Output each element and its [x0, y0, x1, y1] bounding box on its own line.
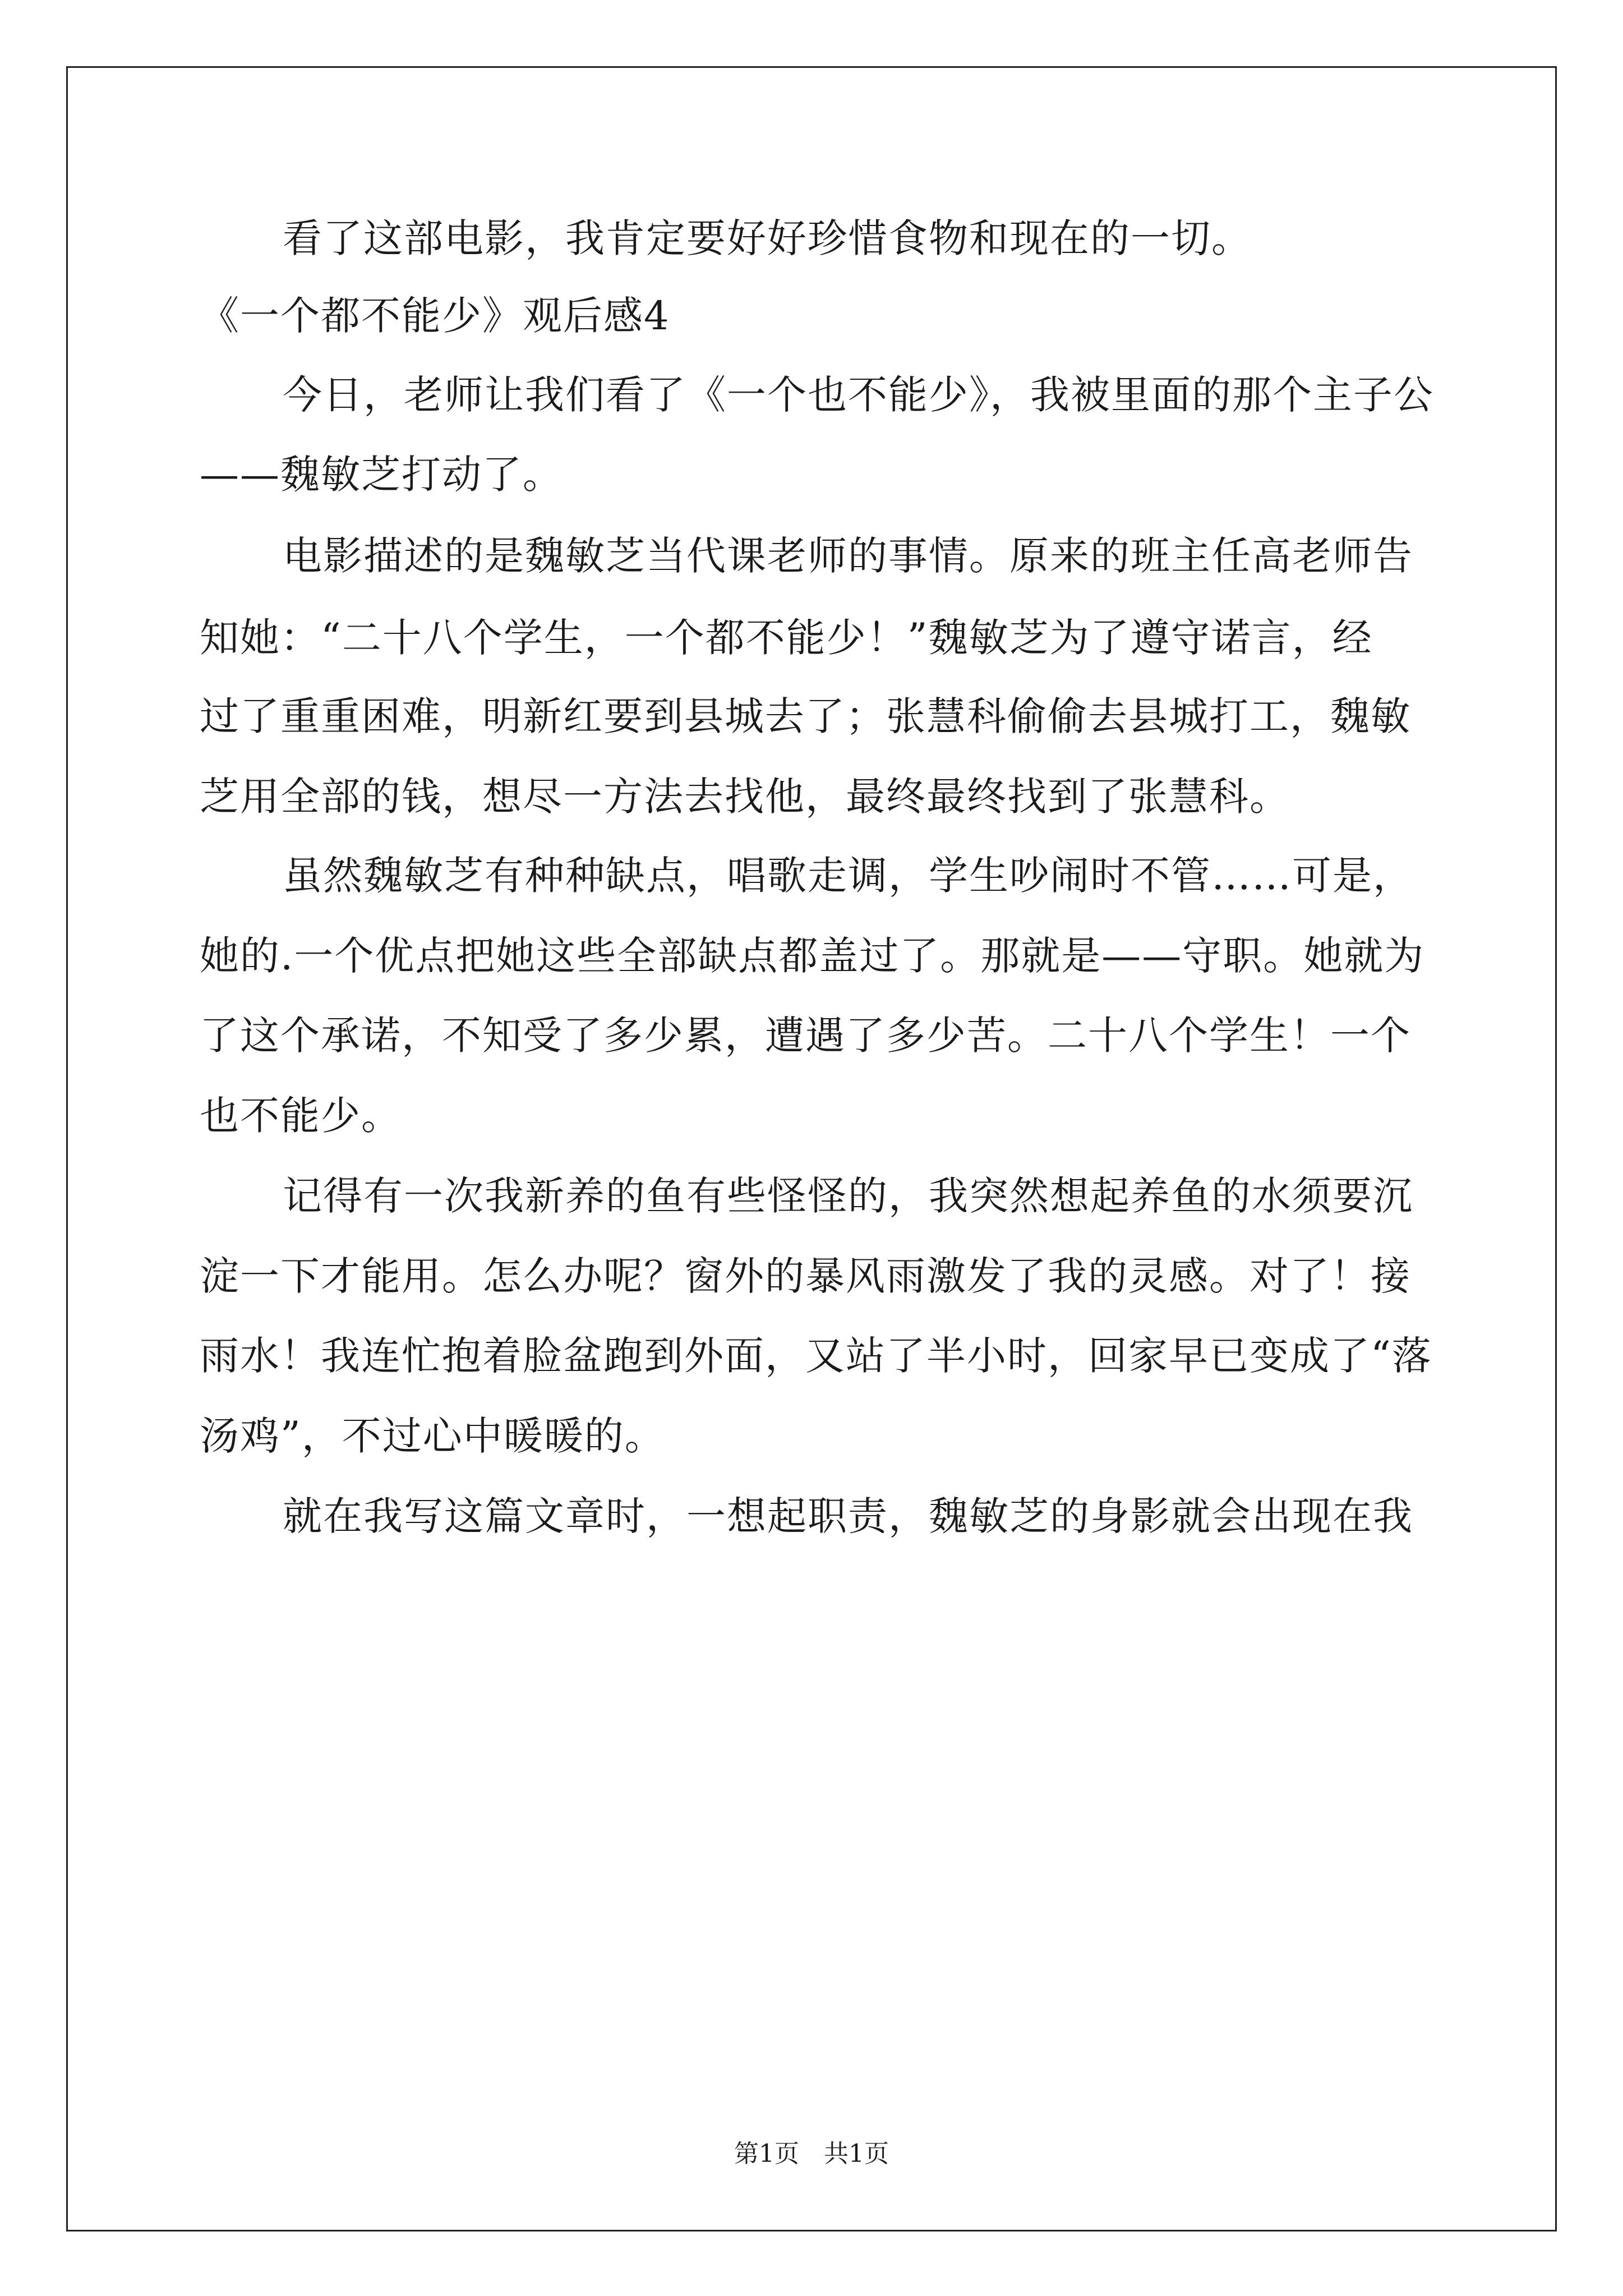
paragraph-line: 也不能少。	[200, 1093, 402, 1139]
paragraph-line: 雨水！我连忙抱着脸盆跑到外面，又站了半小时，回家早已变成了“落	[200, 1333, 1432, 1379]
paragraph-line: 汤鸡”，不过心中暖暖的。	[200, 1413, 665, 1459]
paragraph-line: 了这个承诺，不知受了多少累，遭遇了多少苦。二十八个学生！一个	[200, 1013, 1411, 1059]
paragraph-line: 看了这部电影，我肯定要好好珍惜食物和现在的一切。	[283, 215, 1252, 261]
paragraph-line: 今日，老师让我们看了《一个也不能少》，我被里面的那个主子公	[283, 372, 1434, 418]
paragraph-line: 她的.一个优点把她这些全部缺点都盖过了。那就是——守职。她就为	[200, 933, 1425, 979]
paragraph-line: 淀一下才能用。怎么办呢？窗外的暴风雨激发了我的灵感。对了！接	[200, 1253, 1411, 1299]
page-number-footer: 第1页 共1页	[734, 2139, 889, 2168]
paragraph-line: 电影描述的是魏敏芝当代课老师的事情。原来的班主任高老师告	[283, 533, 1413, 579]
section-heading: 《一个都不能少》观后感4	[200, 293, 670, 339]
paragraph-line: 知她：“二十八个学生，一个都不能少！”魏敏芝为了遵守诺言，经	[200, 615, 1373, 661]
paragraph-line: 记得有一次我新养的鱼有些怪怪的，我突然想起养鱼的水须要沉	[283, 1173, 1413, 1219]
paragraph-line: ——魏敏芝打动了。	[200, 452, 563, 498]
paragraph-line: 芝用全部的钱，想尽一方法去找他，最终最终找到了张慧科。	[200, 774, 1290, 820]
paragraph-line: 虽然魏敏芝有种种缺点，唱歌走调，学生吵闹时不管……可是，	[283, 853, 1413, 899]
paragraph-line: 过了重重困难，明新红要到县城去了；张慧科偷偷去县城打工，魏敏	[200, 693, 1411, 739]
paragraph-line: 就在我写这篇文章时，一想起职责，魏敏芝的身影就会出现在我	[283, 1493, 1413, 1539]
